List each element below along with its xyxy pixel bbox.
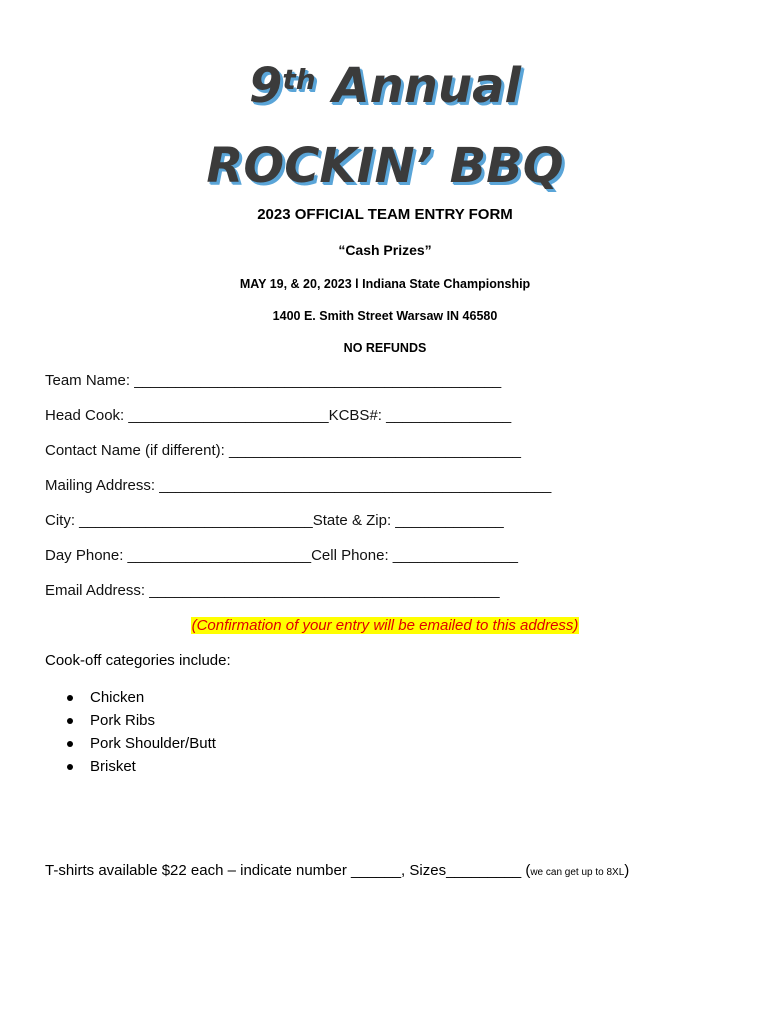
cash-prizes: “Cash Prizes” <box>338 242 432 258</box>
event-title-line1 <box>0 58 770 114</box>
category-label: Pork Ribs <box>90 712 156 729</box>
phone-field[interactable]: Day Phone: ______________________Cell Phone: _______________ <box>45 547 518 564</box>
event-address: 1400 E. Smith Street Warsaw IN 46580 <box>272 309 498 323</box>
category-label: Chicken <box>90 689 145 706</box>
head-cook-field[interactable]: Head Cook: ________________________KCBS#: _______________ <box>45 407 512 424</box>
categories-label: Cook-off categories include: <box>45 652 231 669</box>
event-title-line2: ROCKIN’ BBQ <box>206 138 564 194</box>
title-suffix: th <box>282 63 316 96</box>
category-item <box>66 734 216 757</box>
tshirt-close: ) <box>624 862 630 879</box>
category-item <box>66 711 216 734</box>
title-number: 9 <box>249 58 283 114</box>
city-state-zip-field[interactable]: City: ____________________________State & Zip: _____________ <box>45 512 504 529</box>
title-word: Annual <box>332 58 521 114</box>
event-dates: MAY 19, & 20, 2023 l Indiana State Championship <box>239 277 531 291</box>
email-field[interactable]: Email Address: __________________________________________ <box>45 582 500 599</box>
contact-name-field[interactable]: Contact Name (if different): ___________________________________ <box>45 442 521 459</box>
category-item <box>66 757 216 780</box>
tshirt-order-line[interactable] <box>45 862 629 879</box>
bullet-icon <box>67 741 73 747</box>
bullet-icon <box>67 718 73 724</box>
category-item <box>66 688 216 711</box>
bullet-icon <box>67 764 73 770</box>
form-title: 2023 OFFICIAL TEAM ENTRY FORM <box>257 206 513 223</box>
team-name-field[interactable]: Team Name: ____________________________________________ <box>45 372 502 389</box>
bullet-icon <box>67 695 73 701</box>
category-label: Pork Shoulder/Butt <box>90 735 216 752</box>
no-refunds: NO REFUNDS <box>343 341 427 355</box>
category-label: Brisket <box>90 758 136 775</box>
mailing-address-field[interactable]: Mailing Address: _______________________________________________ <box>45 477 552 494</box>
confirmation-highlight: (Confirmation of your entry will be emailed to this address) <box>191 617 579 634</box>
confirmation-note <box>0 617 770 635</box>
categories-list <box>66 688 216 780</box>
tshirt-text: T-shirts available $22 each – indicate number ______, Sizes_________ ( <box>45 862 531 879</box>
tshirt-size-note: we can get up to 8XL <box>530 867 625 878</box>
